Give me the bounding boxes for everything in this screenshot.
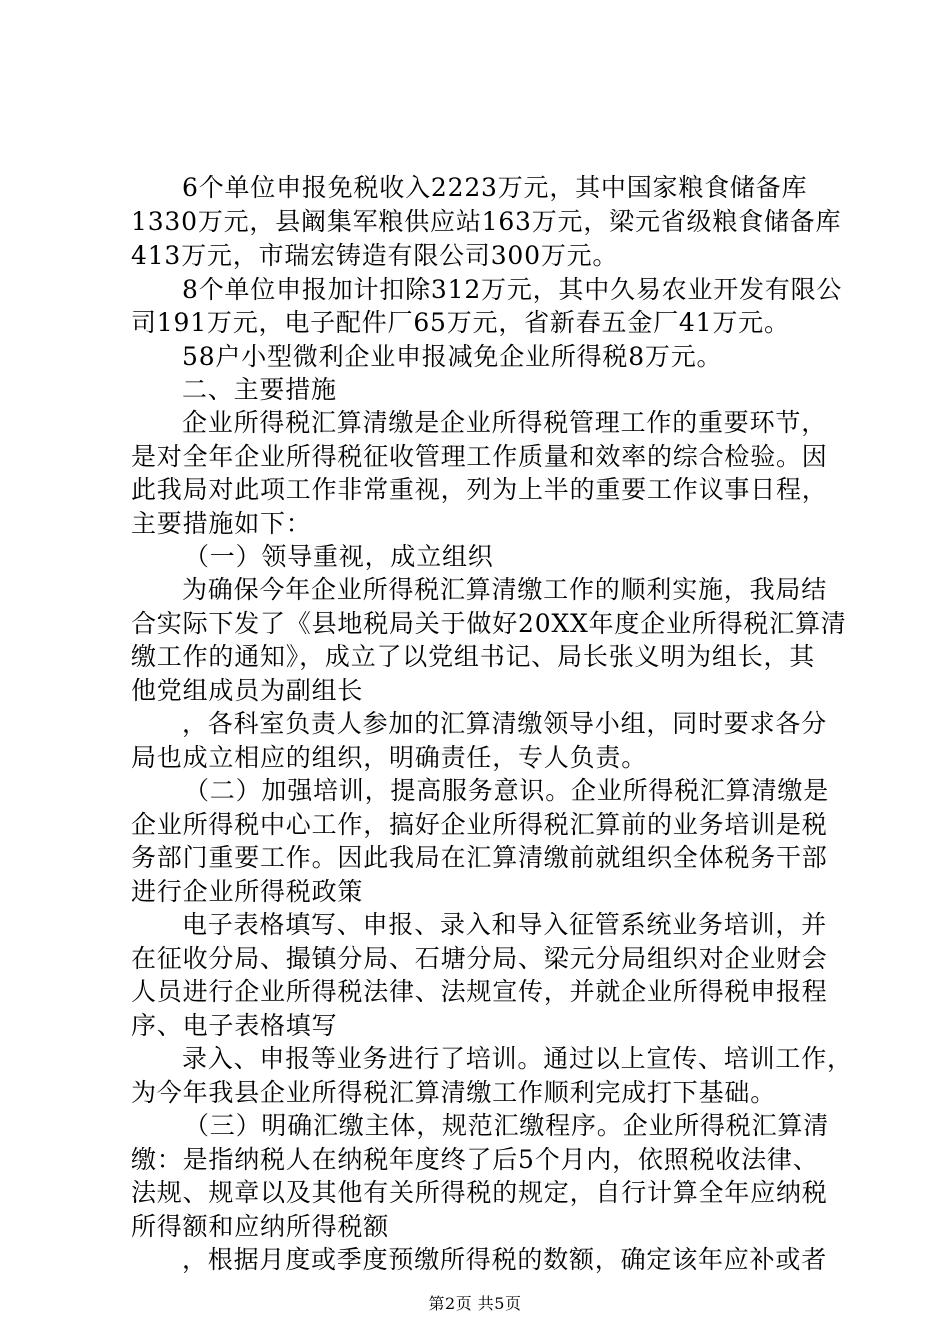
text-line: 电子表格填写、申报、录入和导入征管系统业务培训，并: [182, 910, 828, 939]
text-line: 是对全年企业所得税征收管理工作质量和效率的综合检验。因: [131, 442, 828, 471]
subsection-heading: （二）加强培训，提高服务意识。企业所得税汇算清缴是: [184, 776, 830, 805]
text-line: 企业所得税汇算清缴是企业所得税管理工作的重要环节，: [182, 408, 828, 437]
text-line: 企业所得税中心工作，搞好企业所得税汇算前的业务培训是税: [131, 810, 828, 839]
text-line: 为确保今年企业所得税汇算清缴工作的顺利实施，我局结: [182, 575, 828, 604]
text-line: 58户小型微利企业申报减免企业所得税8万元。: [182, 342, 723, 371]
text-line: 8个单位申报加计扣除312万元，其中久易农业开发有限公: [182, 275, 843, 304]
text-line: 序、电子表格填写: [131, 1011, 338, 1040]
subsection-heading: （三）明确汇缴主体，规范汇缴程序。企业所得税汇算清: [184, 1111, 830, 1140]
text-line: ，根据月度或季度预缴所得税的数额，确定该年应补或者: [182, 1245, 828, 1274]
text-line: 进行企业所得税政策: [131, 877, 364, 906]
text-line: 413万元，市瑞宏铸造有限公司300万元。: [131, 241, 619, 270]
text-line: 主要措施如下：: [131, 509, 312, 538]
text-line: 在征收分局、撮镇分局、石塘分局、梁元分局组织对企业财会: [131, 944, 828, 973]
text-line: 为今年我县企业所得税汇算清缴工作顺利完成打下基础。: [131, 1078, 777, 1107]
text-line: 他党组成员为副组长: [131, 676, 364, 705]
subsection-heading: （一）领导重视，成立组织: [184, 542, 494, 571]
text-line: 合实际下发了《县地税局关于做好20XX年度企业所得税汇算清: [131, 609, 847, 638]
text-line: 司191万元，电子配件厂65万元，省新春五金厂41万元。: [131, 308, 790, 337]
section-heading: 二、主要措施: [182, 375, 337, 404]
text-line: 1330万元，县阚集军粮供应站163万元，梁元省级粮食储备库: [131, 207, 842, 236]
text-line: 局也成立相应的组织，明确责任，专人负责。: [131, 743, 648, 772]
text-line: ，各科室负责人参加的汇算清缴领导小组，同时要求各分: [182, 709, 828, 738]
text-line: 人员进行企业所得税法律、法规宣传，并就企业所得税申报程: [131, 977, 828, 1006]
text-line: 此我局对此项工作非常重视，列为上半的重要工作议事日程，: [131, 475, 828, 504]
text-line: 缴工作的通知》，成立了以党组书记、局长张义明为组长，其: [131, 642, 816, 671]
text-line: 法规、规章以及其他有关所得税的规定，自行计算全年应纳税: [131, 1178, 828, 1207]
text-line: 所得额和应纳所得税额: [131, 1212, 390, 1241]
text-line: 6个单位申报免税收入2223万元，其中国家粮食储备库: [182, 173, 808, 202]
text-line: 务部门重要工作。因此我局在汇算清缴前就组织全体税务干部: [131, 843, 828, 872]
text-line: 缴：是指纳税人在纳税年度终了后5个月内，依照税收法律、: [131, 1145, 819, 1174]
page-number-footer: 第2页 共5页: [428, 1294, 522, 1313]
text-line: 录入、申报等业务进行了培训。通过以上宣传、培训工作，: [182, 1044, 853, 1073]
